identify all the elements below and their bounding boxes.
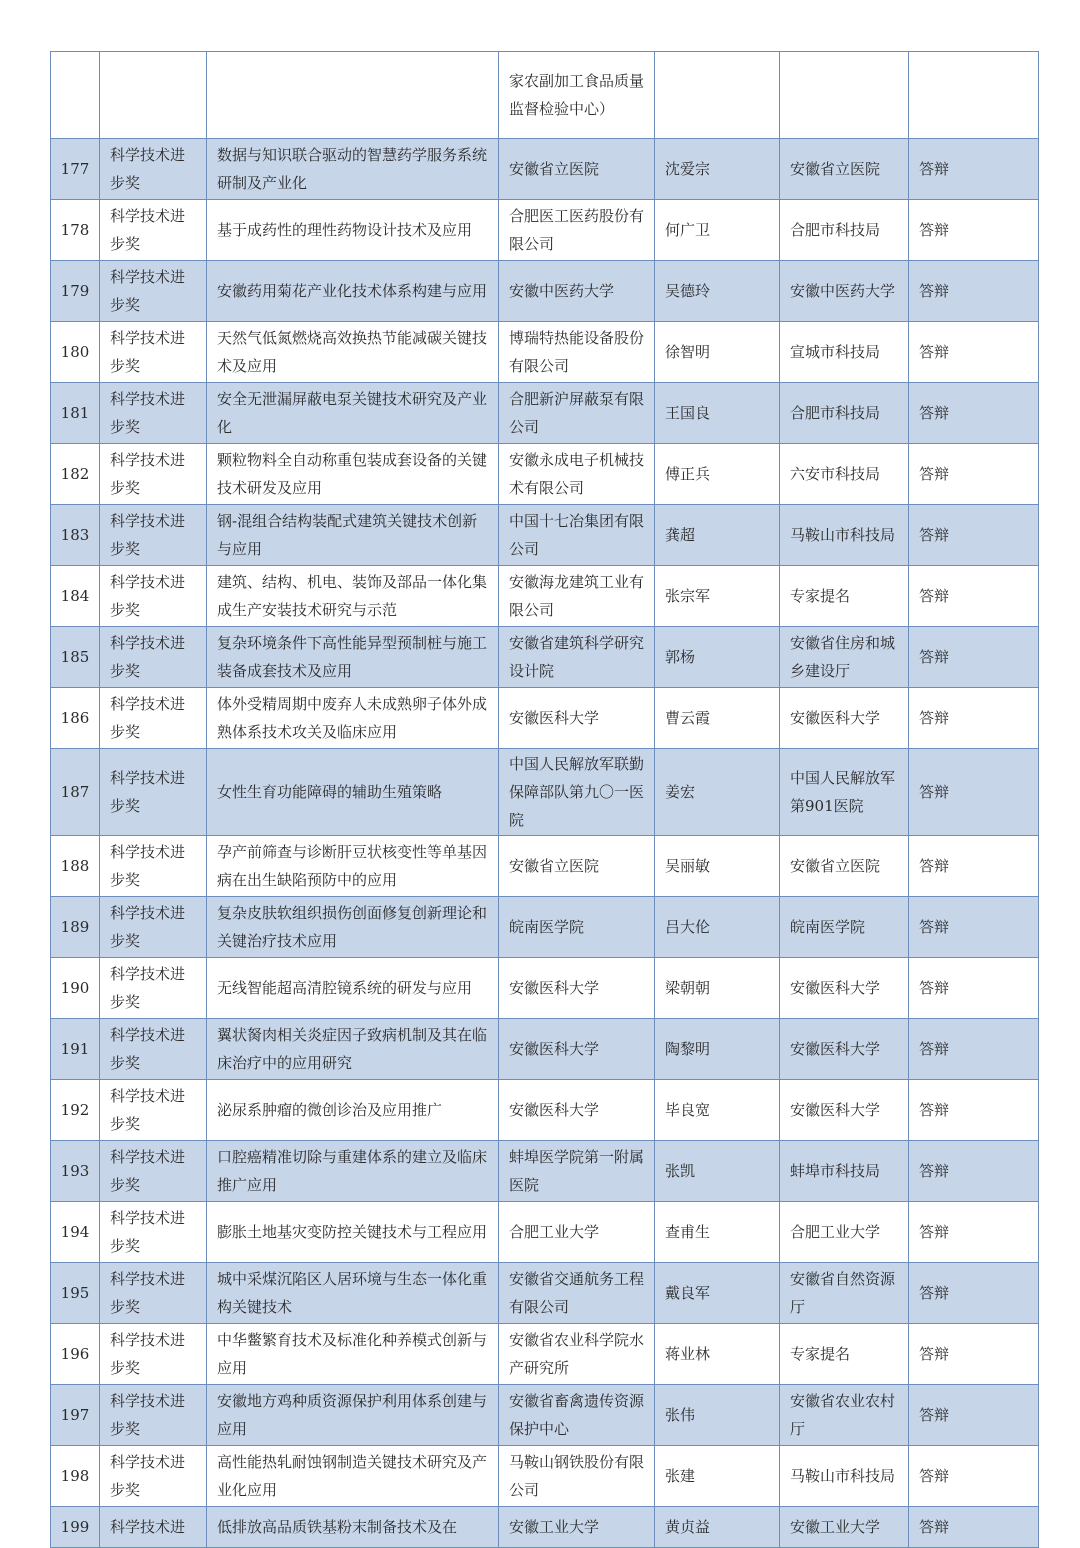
cell-category: 科学技术进步奖: [100, 1019, 207, 1080]
cell-person: 戴良军: [655, 1263, 780, 1324]
cell-project: 数据与知识联合驱动的智慧药学服务系统研制及产业化: [207, 139, 499, 200]
cell-person: 查甫生: [655, 1202, 780, 1263]
cell-mode: 答辩: [909, 627, 1039, 688]
table-row: [51, 383, 1039, 444]
cell-project: 孕产前筛查与诊断肝豆状核变性等单基因病在出生缺陷预防中的应用: [207, 836, 499, 897]
cell-no: 194: [51, 1202, 100, 1263]
cell-category: 科学技术进步奖: [100, 139, 207, 200]
cell-category: 科学技术进步奖: [100, 1324, 207, 1385]
cell-unit: 安徽省建筑科学研究设计院: [499, 627, 655, 688]
cell-nominator: 专家提名: [780, 1324, 909, 1385]
cell-person: 吴德玲: [655, 261, 780, 322]
cell-nominator: 合肥市科技局: [780, 200, 909, 261]
cell-person: 吴丽敏: [655, 836, 780, 897]
cell-mode: 答辩: [909, 200, 1039, 261]
cell-person: 张凯: [655, 1141, 780, 1202]
cell-nominator: 安徽医科大学: [780, 688, 909, 749]
cell-category: 科学技术进步奖: [100, 1080, 207, 1141]
cell-person: 姜宏: [655, 749, 780, 836]
cell-category: 科学技术进步奖: [100, 836, 207, 897]
cell-person: 曹云霞: [655, 688, 780, 749]
cell-category: 科学技术进步奖: [100, 505, 207, 566]
cell-category: 科学技术进步奖: [100, 383, 207, 444]
cell-mode: [909, 52, 1039, 139]
cell-project: 安徽药用菊花产业化技术体系构建与应用: [207, 261, 499, 322]
cell-no: 193: [51, 1141, 100, 1202]
cell-category: 科学技术进步奖: [100, 958, 207, 1019]
table-row: [51, 897, 1039, 958]
cell-project: 建筑、结构、机电、装饰及部品一体化集成生产安装技术研究与示范: [207, 566, 499, 627]
cell-project: 高性能热轧耐蚀钢制造关键技术研究及产业化应用: [207, 1446, 499, 1507]
cell-nominator: 安徽省立医院: [780, 139, 909, 200]
cell-mode: 答辩: [909, 566, 1039, 627]
cell-unit: 安徽永成电子机械技术有限公司: [499, 444, 655, 505]
cell-nominator: 专家提名: [780, 566, 909, 627]
cell-project: 低排放高品质铁基粉末制备技术及在: [207, 1507, 499, 1548]
cell-project: 膨胀土地基灾变防控关键技术与工程应用: [207, 1202, 499, 1263]
cell-unit: 安徽省立医院: [499, 139, 655, 200]
cell-no: 197: [51, 1385, 100, 1446]
cell-nominator: 安徽医科大学: [780, 1080, 909, 1141]
cell-person: 张伟: [655, 1385, 780, 1446]
cell-nominator: 安徽省住房和城乡建设厅: [780, 627, 909, 688]
cell-no: 195: [51, 1263, 100, 1324]
cell-person: 王国良: [655, 383, 780, 444]
cell-no: 182: [51, 444, 100, 505]
cell-person: 徐智明: [655, 322, 780, 383]
table-row: [51, 1507, 1039, 1548]
cell-unit: 家农副加工食品质量监督检验中心）: [499, 52, 655, 139]
cell-unit: 安徽省交通航务工程有限公司: [499, 1263, 655, 1324]
cell-nominator: 马鞍山市科技局: [780, 505, 909, 566]
cell-person: 张宗军: [655, 566, 780, 627]
cell-category: 科学技术进: [100, 1507, 207, 1548]
cell-project: 天然气低氮燃烧高效换热节能减碳关键技术及应用: [207, 322, 499, 383]
cell-unit: 安徽医科大学: [499, 1080, 655, 1141]
cell-person: 郭杨: [655, 627, 780, 688]
table-row: [51, 1080, 1039, 1141]
table-row: [51, 749, 1039, 836]
cell-category: 科学技术进步奖: [100, 261, 207, 322]
cell-no: 191: [51, 1019, 100, 1080]
table-row: [51, 444, 1039, 505]
table-row: [51, 1446, 1039, 1507]
cell-unit: 中国人民解放军联勤保障部队第九〇一医院: [499, 749, 655, 836]
table-row: [51, 261, 1039, 322]
cell-category: 科学技术进步奖: [100, 1202, 207, 1263]
cell-category: 科学技术进步奖: [100, 444, 207, 505]
cell-person: 梁朝朝: [655, 958, 780, 1019]
cell-project: 中华鳖繁育技术及标准化种养模式创新与应用: [207, 1324, 499, 1385]
cell-nominator: 合肥工业大学: [780, 1202, 909, 1263]
cell-no: 181: [51, 383, 100, 444]
table-row: [51, 1324, 1039, 1385]
cell-category: 科学技术进步奖: [100, 897, 207, 958]
cell-project: 泌尿系肿瘤的微创诊治及应用推广: [207, 1080, 499, 1141]
cell-person: 陶黎明: [655, 1019, 780, 1080]
cell-no: 177: [51, 139, 100, 200]
cell-project: 体外受精周期中废弃人未成熟卵子体外成熟体系技术攻关及临床应用: [207, 688, 499, 749]
cell-no: 185: [51, 627, 100, 688]
cell-person: 龚超: [655, 505, 780, 566]
cell-project: 安全无泄漏屏蔽电泵关键技术研究及产业化: [207, 383, 499, 444]
cell-project: 城中采煤沉陷区人居环境与生态一体化重构关键技术: [207, 1263, 499, 1324]
cell-nominator: 马鞍山市科技局: [780, 1446, 909, 1507]
cell-mode: 答辩: [909, 1202, 1039, 1263]
cell-mode: 答辩: [909, 897, 1039, 958]
cell-mode: 答辩: [909, 688, 1039, 749]
cell-no: 192: [51, 1080, 100, 1141]
cell-category: 科学技术进步奖: [100, 627, 207, 688]
cell-mode: 答辩: [909, 749, 1039, 836]
cell-nominator: 安徽中医药大学: [780, 261, 909, 322]
cell-category: 科学技术进步奖: [100, 688, 207, 749]
cell-project: 复杂皮肤软组织损伤创面修复创新理论和关键治疗技术应用: [207, 897, 499, 958]
cell-unit: 安徽医科大学: [499, 688, 655, 749]
cell-person: 沈爱宗: [655, 139, 780, 200]
cell-mode: 答辩: [909, 1507, 1039, 1548]
cell-mode: 答辩: [909, 505, 1039, 566]
cell-unit: 安徽省农业科学院水产研究所: [499, 1324, 655, 1385]
cell-project: 口腔癌精准切除与重建体系的建立及临床推广应用: [207, 1141, 499, 1202]
cell-mode: 答辩: [909, 322, 1039, 383]
cell-unit: 博瑞特热能设备股份有限公司: [499, 322, 655, 383]
cell-unit: 安徽省立医院: [499, 836, 655, 897]
cell-unit: 合肥工业大学: [499, 1202, 655, 1263]
cell-category: 科学技术进步奖: [100, 1385, 207, 1446]
cell-project: 颗粒物料全自动称重包装成套设备的关键技术研发及应用: [207, 444, 499, 505]
cell-project: 女性生育功能障碍的辅助生殖策略: [207, 749, 499, 836]
cell-project: 翼状胬肉相关炎症因子致病机制及其在临床治疗中的应用研究: [207, 1019, 499, 1080]
cell-unit: 安徽医科大学: [499, 1019, 655, 1080]
table-row: [51, 1263, 1039, 1324]
table-row: [51, 566, 1039, 627]
cell-mode: 答辩: [909, 383, 1039, 444]
cell-no: 183: [51, 505, 100, 566]
cell-person: 蒋业林: [655, 1324, 780, 1385]
cell-nominator: 蚌埠市科技局: [780, 1141, 909, 1202]
table-row: [51, 139, 1039, 200]
cell-mode: 答辩: [909, 444, 1039, 505]
cell-nominator: 安徽省自然资源厅: [780, 1263, 909, 1324]
cell-nominator: 中国人民解放军第901医院: [780, 749, 909, 836]
cell-no: 188: [51, 836, 100, 897]
cell-unit: 马鞍山钢铁股份有限公司: [499, 1446, 655, 1507]
cell-unit: 安徽中医药大学: [499, 261, 655, 322]
cell-nominator: 安徽省立医院: [780, 836, 909, 897]
table-row: [51, 1019, 1039, 1080]
cell-nominator: 安徽医科大学: [780, 958, 909, 1019]
cell-mode: 答辩: [909, 836, 1039, 897]
cell-person: 毕良宽: [655, 1080, 780, 1141]
cell-category: 科学技术进步奖: [100, 566, 207, 627]
cell-mode: 答辩: [909, 1324, 1039, 1385]
cell-no: 180: [51, 322, 100, 383]
cell-person: 吕大伦: [655, 897, 780, 958]
cell-nominator: 安徽医科大学: [780, 1019, 909, 1080]
cell-category: 科学技术进步奖: [100, 1446, 207, 1507]
table-row: [51, 1202, 1039, 1263]
cell-no: 199: [51, 1507, 100, 1548]
cell-person: [655, 52, 780, 139]
table-row: [51, 688, 1039, 749]
cell-unit: 安徽工业大学: [499, 1507, 655, 1548]
cell-mode: 答辩: [909, 261, 1039, 322]
cell-unit: 蚌埠医学院第一附属医院: [499, 1141, 655, 1202]
cell-nominator: 皖南医学院: [780, 897, 909, 958]
cell-category: 科学技术进步奖: [100, 749, 207, 836]
cell-unit: 安徽医科大学: [499, 958, 655, 1019]
cell-nominator: 六安市科技局: [780, 444, 909, 505]
cell-no: 186: [51, 688, 100, 749]
table-body: [51, 52, 1039, 1548]
cell-category: 科学技术进步奖: [100, 1141, 207, 1202]
cell-person: 何广卫: [655, 200, 780, 261]
cell-project: 安徽地方鸡种质资源保护利用体系创建与应用: [207, 1385, 499, 1446]
table-row-continuation: [51, 52, 1039, 139]
cell-project: 无线智能超高清腔镜系统的研发与应用: [207, 958, 499, 1019]
cell-project: 钢-混组合结构装配式建筑关键技术创新与应用: [207, 505, 499, 566]
cell-no: 187: [51, 749, 100, 836]
cell-nominator: 合肥市科技局: [780, 383, 909, 444]
cell-mode: 答辩: [909, 1019, 1039, 1080]
cell-no: 190: [51, 958, 100, 1019]
cell-nominator: [780, 52, 909, 139]
cell-unit: 合肥医工医药股份有限公司: [499, 200, 655, 261]
cell-no: 198: [51, 1446, 100, 1507]
cell-unit: 安徽省畜禽遗传资源保护中心: [499, 1385, 655, 1446]
table-row: [51, 505, 1039, 566]
table-row: [51, 836, 1039, 897]
cell-person: 张建: [655, 1446, 780, 1507]
cell-mode: 答辩: [909, 1141, 1039, 1202]
cell-category: 科学技术进步奖: [100, 200, 207, 261]
cell-no: 196: [51, 1324, 100, 1385]
cell-mode: 答辩: [909, 1446, 1039, 1507]
table-row: [51, 627, 1039, 688]
cell-category: [100, 52, 207, 139]
cell-category: 科学技术进步奖: [100, 1263, 207, 1324]
cell-unit: 中国十七冶集团有限公司: [499, 505, 655, 566]
cell-person: 傅正兵: [655, 444, 780, 505]
awards-table: [50, 51, 1039, 1548]
cell-unit: 皖南医学院: [499, 897, 655, 958]
cell-no: 189: [51, 897, 100, 958]
cell-person: 黄贞益: [655, 1507, 780, 1548]
cell-project: 复杂环境条件下高性能异型预制桩与施工装备成套技术及应用: [207, 627, 499, 688]
cell-nominator: 宣城市科技局: [780, 322, 909, 383]
cell-mode: 答辩: [909, 1080, 1039, 1141]
table-row: [51, 322, 1039, 383]
table-row: [51, 958, 1039, 1019]
table-row: [51, 1385, 1039, 1446]
cell-unit: 合肥新沪屏蔽泵有限公司: [499, 383, 655, 444]
cell-unit: 安徽海龙建筑工业有限公司: [499, 566, 655, 627]
table-row: [51, 200, 1039, 261]
cell-project: 基于成药性的理性药物设计技术及应用: [207, 200, 499, 261]
cell-mode: 答辩: [909, 139, 1039, 200]
cell-no: 184: [51, 566, 100, 627]
table-row: [51, 1141, 1039, 1202]
cell-project: [207, 52, 499, 139]
cell-mode: 答辩: [909, 958, 1039, 1019]
cell-mode: 答辩: [909, 1263, 1039, 1324]
cell-nominator: 安徽省农业农村厅: [780, 1385, 909, 1446]
cell-nominator: 安徽工业大学: [780, 1507, 909, 1548]
cell-mode: 答辩: [909, 1385, 1039, 1446]
cell-no: [51, 52, 100, 139]
cell-no: 179: [51, 261, 100, 322]
cell-category: 科学技术进步奖: [100, 322, 207, 383]
cell-no: 178: [51, 200, 100, 261]
